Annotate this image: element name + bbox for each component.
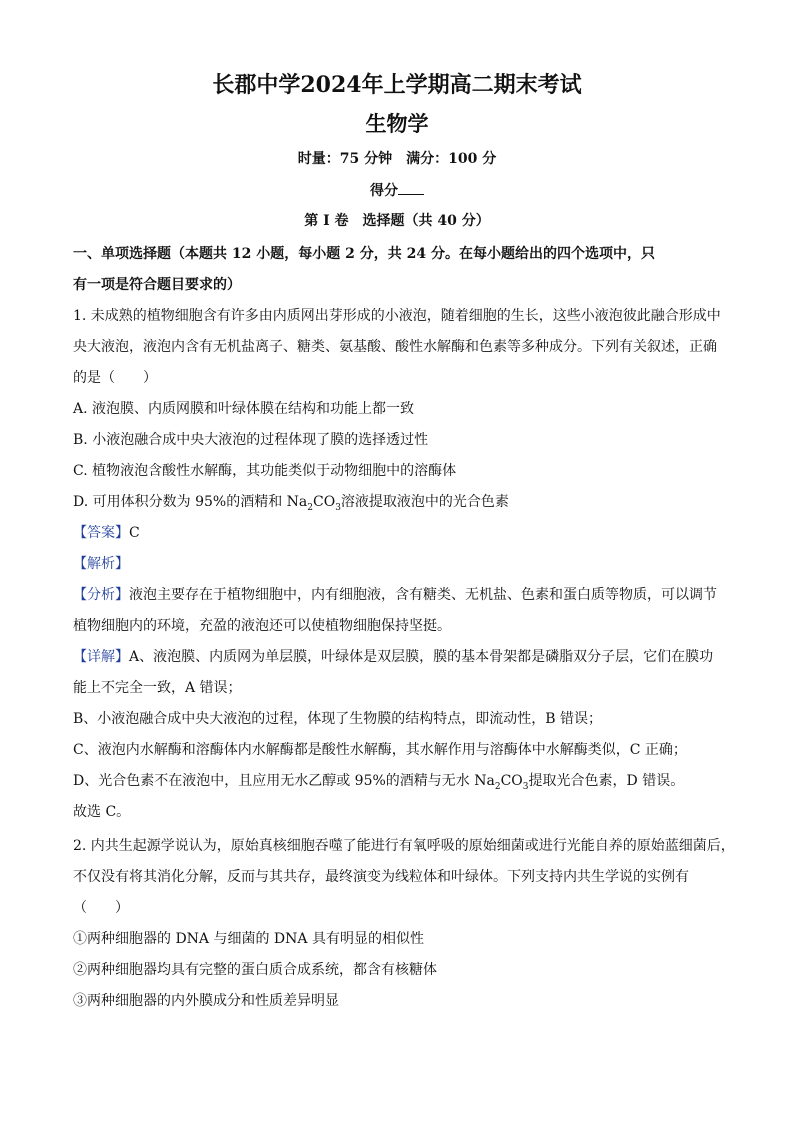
detail-a-text-1: A、液泡膜、内质网为单层膜，叶绿体是双层膜，膜的基本骨架都是磷脂双分子层，它们在膜功 — [129, 649, 714, 665]
q1-explain-tag — [73, 554, 733, 574]
detail-d-text-3: 提取光合色素，D 错误。 — [528, 773, 685, 789]
q2-stem-line3: （ ） — [73, 900, 129, 916]
analysis-tag: 【分析】 — [73, 587, 129, 603]
q1-option-d-sub-2: 3 — [335, 502, 341, 513]
q2-stem-line2: 不仅没有将其消化分解，反而与其共存，最终演变为线粒体和叶绿体。下列支持内共生学说的实例有 — [73, 869, 689, 885]
analysis-text-1: 液泡主要存在于植物细胞中，内有细胞液，含有糖类、无机盐、色素和蛋白质等物质，可以调节 — [129, 587, 717, 603]
q2-item1: ①两种细胞器的 DNA 与细菌的 DNA 具有明显的相似性 — [73, 931, 424, 947]
explain-tag: 【解析】 — [73, 556, 129, 572]
score-blank — [398, 180, 424, 195]
section-title: 第 I 卷 选择题（共 40 分） — [304, 213, 490, 229]
q1-option-a: A. 液泡膜、内质网膜和叶绿体膜在结构和功能上都一致 — [73, 401, 415, 417]
detail-tag: 【详解】 — [73, 649, 129, 665]
q1-detail-d — [73, 771, 733, 791]
q1-analysis-line1 — [73, 585, 733, 605]
q1-option-c: C. 植物液泡含酸性水解酶，其功能类似于动物细胞中的溶酶体 — [73, 463, 457, 479]
q1-option-d — [73, 492, 733, 512]
detail-d-sub-2: 3 — [522, 781, 529, 792]
q1-stem-line2: 央大液泡，液泡内含有无机盐离子、糖类、氨基酸、酸性水解酶和色素等多种成分。下列有关叙述，正确 — [73, 339, 717, 355]
q2-stem-line1: 2. 内共生起源学说认为，原始真核细胞吞噬了能进行有氧呼吸的原始细菌或进行光能自养的原始蓝细菌后， — [73, 838, 735, 854]
score-field — [0, 180, 794, 201]
q2-item2: ②两种细胞器均具有完整的蛋白质合成系统，都含有核糖体 — [73, 962, 437, 978]
answer-value: C — [129, 525, 140, 541]
q1-detail-c: C、液泡内水解酶和溶酶体内水解酶都是酸性水解酶，其水解作用与溶酶体中水解酶类似，C 正确； — [73, 742, 687, 758]
q1-analysis-line2: 植物细胞内的环境，充盈的液泡还可以使植物细胞保持坚挺。 — [73, 618, 451, 634]
q1-option-d-text-2: CO — [312, 494, 336, 510]
q1-detail-b: B、小液泡融合成中央大液泡的过程，体现了生物膜的结构特点，即流动性，B 错误； — [73, 711, 603, 727]
detail-d-sub-1: 2 — [494, 781, 501, 792]
time-and-score: 时量：75 分钟 满分：100 分 — [297, 151, 497, 167]
q1-stem-line3: 的是（ ） — [73, 370, 157, 386]
q1-detail-a-line1 — [73, 647, 733, 667]
q1-stem-line1: 1. 未成熟的植物细胞含有许多由内质网出芽形成的小液泡，随着细胞的生长，这些小液泡彼此融合形成中 — [73, 308, 721, 324]
detail-d-text-1: D、光合色素不在液泡中，且应用无水乙醇或 95%的酒精与无水 Na — [73, 773, 495, 789]
exam-title: 长郡中学2024年上学期高二期末考试 — [212, 72, 582, 98]
q1-option-d-text-3: 溶液提取液泡中的光合色素 — [340, 494, 509, 510]
q1-detail-a-line2: 能上不完全一致，A 错误； — [73, 680, 242, 696]
q1-option-d-sub-1: 2 — [307, 502, 313, 513]
q1-answer — [73, 523, 733, 543]
q1-option-b: B. 小液泡融合成中央大液泡的过程体现了膜的选择透过性 — [73, 432, 429, 448]
answer-tag: 【答案】 — [73, 525, 129, 541]
detail-d-text-2: CO — [500, 773, 523, 789]
q1-option-d-text-1: D. 可用体积分数为 95%的酒精和 Na — [73, 494, 308, 510]
subject-title: 生物学 — [365, 111, 429, 136]
part1-heading-line2: 有一项是符合题目要求的） — [73, 277, 241, 293]
q1-conclusion: 故选 C。 — [73, 804, 131, 820]
score-label: 得分 — [370, 183, 398, 199]
part1-heading-line1: 一、单项选择题（本题共 12 小题，每小题 2 分，共 24 分。在每小题给出的四个选项中，只 — [73, 246, 655, 262]
q2-item3: ③两种细胞器的内外膜成分和性质差异明显 — [73, 993, 339, 1009]
